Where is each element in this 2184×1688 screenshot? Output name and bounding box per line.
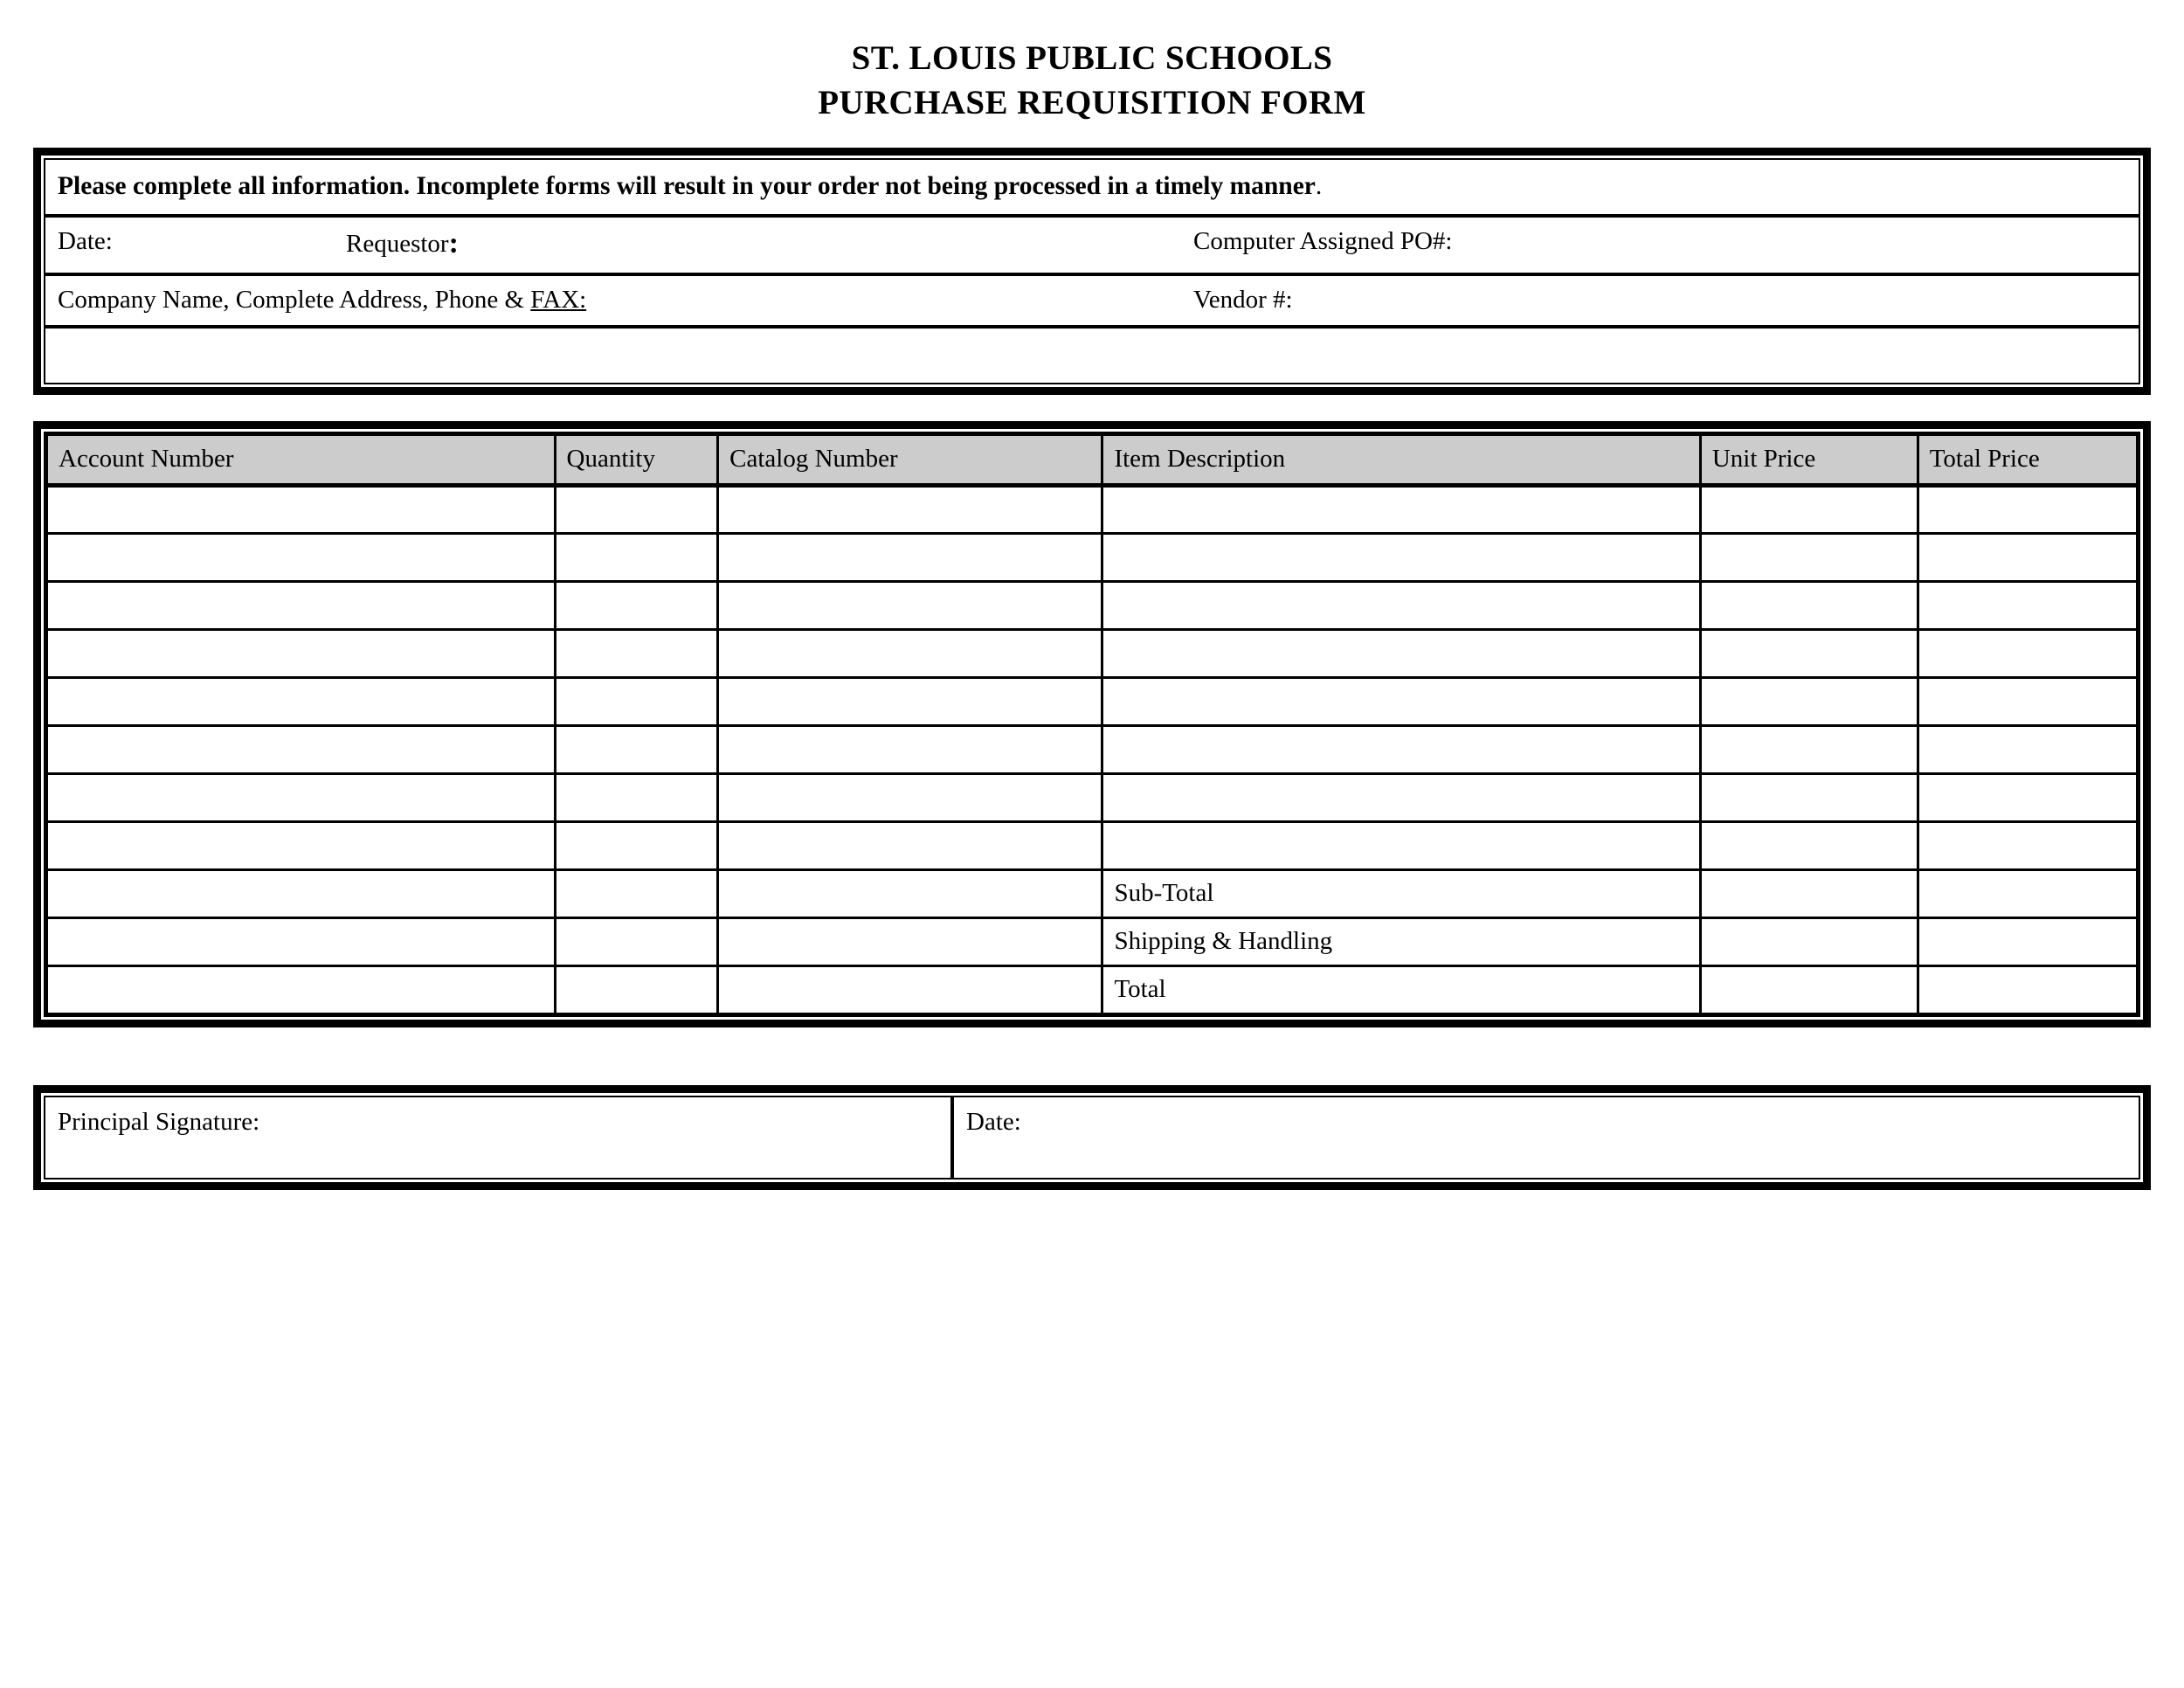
cell-item-description[interactable] [1102, 678, 1700, 726]
cell-catalog-number[interactable] [718, 582, 1102, 630]
cell-item-description[interactable] [1102, 486, 1700, 534]
table-row-shipping-handling [47, 918, 2138, 966]
cell-unit-price[interactable] [1700, 918, 1918, 966]
cell-item-description[interactable] [1102, 582, 1700, 630]
column-header-total-price: Total Price [1918, 435, 2137, 486]
cell-account-number[interactable] [47, 678, 556, 726]
column-header-unit-price: Unit Price [1700, 435, 1918, 486]
column-header-catalog-number: Catalog Number [718, 435, 1102, 486]
cell-quantity[interactable] [555, 582, 718, 630]
signature-date-label: Date: [966, 1108, 1021, 1136]
items-table-body [47, 486, 2138, 1014]
table-row-subtotal [47, 870, 2138, 918]
header-info-box [33, 148, 2151, 395]
cell-unit-price[interactable] [1700, 630, 1918, 678]
table-row [47, 678, 2138, 726]
po-number-label: Computer Assigned PO#: [1193, 227, 1453, 256]
signature-row [45, 1097, 2139, 1178]
cell-unit-price[interactable] [1700, 966, 1918, 1014]
cell-catalog-number[interactable] [718, 534, 1102, 582]
table-row [47, 582, 2138, 630]
cell-total-price[interactable] [1918, 630, 2137, 678]
instruction-text [45, 160, 2139, 214]
requestor-colon: : [448, 227, 459, 260]
cell-unit-price[interactable] [1700, 582, 1918, 630]
cell-account-number[interactable] [47, 630, 556, 678]
cell-catalog-number[interactable] [718, 678, 1102, 726]
label-total: Total [1102, 966, 1700, 1014]
cell-total-amount[interactable] [1918, 966, 2137, 1014]
cell-catalog-number[interactable] [718, 726, 1102, 774]
requestor-field[interactable] [334, 218, 1181, 273]
cell-catalog-number[interactable] [718, 486, 1102, 534]
company-entry-field[interactable] [45, 329, 2139, 383]
cell-unit-price[interactable] [1700, 774, 1918, 822]
cell-catalog-number[interactable] [718, 822, 1102, 870]
company-vendor-row [45, 276, 2139, 329]
table-row [47, 486, 2138, 534]
cell-total-price[interactable] [1918, 726, 2137, 774]
cell-quantity[interactable] [555, 870, 718, 918]
cell-account-number[interactable] [47, 582, 556, 630]
cell-quantity[interactable] [555, 966, 718, 1014]
company-entry-row [45, 329, 2139, 383]
title-line-form: PURCHASE REQUISITION FORM [818, 83, 1366, 121]
principal-signature-field[interactable] [45, 1097, 954, 1178]
date-field[interactable] [45, 218, 334, 273]
cell-unit-price[interactable] [1700, 534, 1918, 582]
column-header-account-number: Account Number [47, 435, 556, 486]
cell-account-number[interactable] [47, 486, 556, 534]
date-label: Date: [58, 227, 113, 256]
cell-unit-price[interactable] [1700, 726, 1918, 774]
cell-catalog-number[interactable] [718, 870, 1102, 918]
cell-catalog-number[interactable] [718, 774, 1102, 822]
signature-date-field[interactable] [954, 1097, 2139, 1178]
cell-unit-price[interactable] [1700, 486, 1918, 534]
cell-quantity[interactable] [555, 918, 718, 966]
column-header-item-description: Item Description [1102, 435, 1700, 486]
principal-signature-label: Principal Signature: [58, 1108, 260, 1136]
requestor-label: Requestor [346, 230, 449, 259]
cell-total-price[interactable] [1918, 582, 2137, 630]
cell-unit-price[interactable] [1700, 678, 1918, 726]
cell-account-number[interactable] [47, 774, 556, 822]
cell-account-number[interactable] [47, 534, 556, 582]
cell-total-price[interactable] [1918, 486, 2137, 534]
cell-unit-price[interactable] [1700, 822, 1918, 870]
cell-total-price[interactable] [1918, 678, 2137, 726]
fax-label: FAX: [530, 285, 587, 314]
table-row [47, 630, 2138, 678]
po-number-field[interactable] [1181, 218, 2139, 273]
items-table [45, 433, 2139, 1015]
label-sub-total: Sub-Total [1102, 870, 1700, 918]
table-row [47, 822, 2138, 870]
items-table-box [33, 421, 2151, 1027]
cell-shipping-handling-amount[interactable] [1918, 918, 2137, 966]
table-row [47, 774, 2138, 822]
cell-total-price[interactable] [1918, 774, 2137, 822]
cell-quantity[interactable] [555, 486, 718, 534]
cell-unit-price[interactable] [1700, 870, 1918, 918]
cell-item-description[interactable] [1102, 630, 1700, 678]
vendor-number-label: Vendor #: [1193, 285, 1293, 314]
cell-item-description[interactable] [1102, 534, 1700, 582]
signature-box [33, 1085, 2151, 1190]
date-requestor-po-row [45, 218, 2139, 276]
cell-catalog-number[interactable] [718, 630, 1102, 678]
company-info-field[interactable] [45, 276, 1181, 325]
cell-quantity[interactable] [555, 534, 718, 582]
cell-quantity[interactable] [555, 678, 718, 726]
cell-item-description[interactable] [1102, 774, 1700, 822]
table-row [47, 726, 2138, 774]
cell-quantity[interactable] [555, 726, 718, 774]
cell-account-number[interactable] [47, 726, 556, 774]
cell-account-number[interactable] [47, 870, 556, 918]
instruction-bold-text: Please complete all information. Incomplete forms will result in your order not being processed in a timely manner [58, 172, 1316, 201]
page-title [0, 0, 2184, 125]
label-shipping-handling: Shipping & Handling [1102, 918, 1700, 966]
cell-item-description[interactable] [1102, 822, 1700, 870]
cell-catalog-number[interactable] [718, 966, 1102, 1014]
items-table-header-row [47, 435, 2138, 486]
cell-item-description[interactable] [1102, 726, 1700, 774]
cell-sub-total-amount[interactable] [1918, 870, 2137, 918]
vendor-number-field[interactable] [1181, 276, 2139, 325]
cell-account-number[interactable] [47, 822, 556, 870]
cell-quantity[interactable] [555, 774, 718, 822]
cell-quantity[interactable] [555, 630, 718, 678]
instruction-row [45, 160, 2139, 218]
instruction-period: . [1315, 172, 1323, 201]
cell-account-number[interactable] [47, 918, 556, 966]
cell-quantity[interactable] [555, 822, 718, 870]
cell-total-price[interactable] [1918, 822, 2137, 870]
cell-catalog-number[interactable] [718, 918, 1102, 966]
company-label: Company Name, Complete Address, Phone & [58, 285, 531, 314]
table-row [47, 534, 2138, 582]
cell-account-number[interactable] [47, 966, 556, 1014]
column-header-quantity: Quantity [555, 435, 718, 486]
title-line-district: ST. LOUIS PUBLIC SCHOOLS [851, 39, 1333, 77]
cell-total-price[interactable] [1918, 534, 2137, 582]
table-row-total [47, 966, 2138, 1014]
